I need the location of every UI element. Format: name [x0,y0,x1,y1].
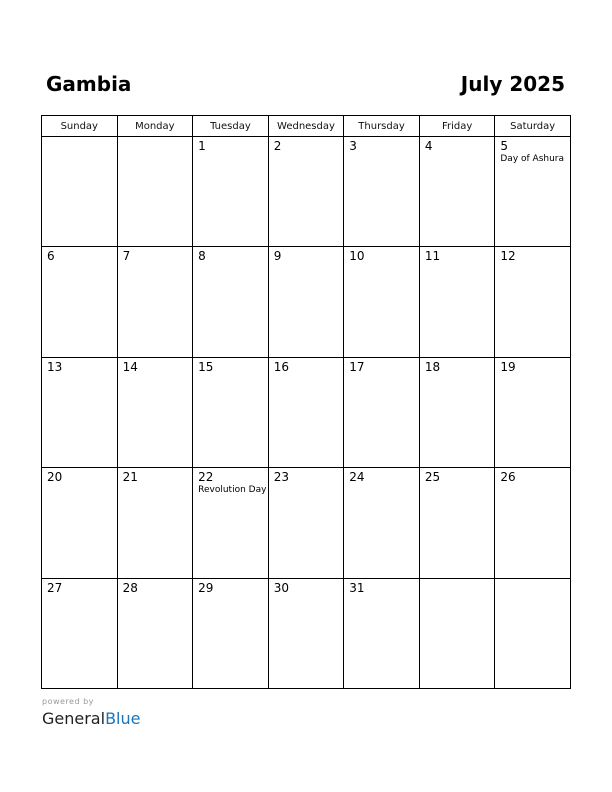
day-cell [344,578,420,688]
day-number: 9 [273,249,282,264]
month-year-title: July 2025 [460,72,565,96]
day-cell [117,468,193,578]
week-row [42,578,571,688]
day-cell [193,578,269,688]
day-number: 21 [122,470,138,485]
day-cell [193,247,269,357]
day-number: 6 [47,249,55,264]
day-number: 20 [47,470,63,485]
weekday-wednesday: Wednesday [268,116,344,137]
day-number: 18 [424,359,441,374]
day-number: 10 [349,249,365,264]
day-cell [117,357,193,467]
day-number: 14 [122,359,138,374]
brand-general: General [42,709,106,728]
day-number: 3 [349,139,357,153]
day-number: 25 [424,470,441,485]
day-cell [268,137,344,247]
weekday-tuesday: Tuesday [193,116,269,137]
day-number: 1 [198,139,206,153]
day-number: 19 [500,359,516,374]
holiday-label: Revolution Day [198,485,267,496]
day-number: 5 [500,139,509,153]
week-row [42,357,571,467]
day-number: 28 [122,580,138,595]
weekday-monday: Monday [117,116,193,137]
weekday-header-row [42,116,571,137]
calendar-grid [41,115,571,689]
day-number: 16 [273,359,289,374]
week-row [42,468,571,578]
day-number: 17 [349,359,365,374]
day-number: 23 [273,470,289,485]
day-cell [419,357,495,467]
day-number: 29 [198,580,214,595]
week-row [42,247,571,357]
holiday-label: Day of Ashura [500,154,565,164]
day-cell [42,137,118,247]
weekday-friday: Friday [419,116,495,137]
day-cell [268,468,344,578]
day-number [495,579,570,581]
day-cell [495,357,571,467]
day-number: 12 [500,249,516,264]
day-cell [117,137,193,247]
day-cell [42,357,118,467]
week-row [42,137,571,247]
day-number [118,137,193,139]
brand-logo [42,709,140,729]
weekday-sunday: Sunday [42,116,118,137]
day-number: 30 [273,580,289,595]
day-number: 24 [349,470,365,485]
brand-blue: Blue [105,709,141,728]
day-cell [344,137,420,247]
day-number [42,137,117,139]
day-cell [193,137,269,247]
day-cell [419,247,495,357]
day-cell [419,468,495,578]
day-cell [193,357,269,467]
country-title: Gambia [46,72,132,96]
day-number: 2 [273,139,282,153]
day-number: 8 [198,249,206,264]
day-cell [193,468,269,578]
day-cell [117,247,193,357]
day-cell [495,137,571,247]
powered-by-text: powered by [42,697,94,706]
day-cell [344,247,420,357]
day-cell [42,247,118,357]
day-cell [268,578,344,688]
day-cell [344,357,420,467]
footer-branding [42,697,140,729]
day-cell [419,137,495,247]
day-number: 22 [198,470,214,485]
day-number: 7 [122,249,131,264]
day-cell [419,578,495,688]
weekday-saturday: Saturday [495,116,571,137]
day-cell [42,468,118,578]
day-number: 4 [424,139,433,153]
day-number: 11 [424,249,441,264]
day-cell [268,247,344,357]
day-number [420,579,495,581]
day-number: 13 [47,359,63,374]
day-cell [495,578,571,688]
day-cell [117,578,193,688]
day-cell [268,357,344,467]
day-cell [42,578,118,688]
day-cell [495,468,571,578]
day-number: 26 [500,470,516,485]
day-number: 15 [198,359,214,374]
day-number: 31 [349,580,365,595]
day-number: 27 [47,580,63,595]
day-cell [344,468,420,578]
weekday-thursday: Thursday [344,116,420,137]
day-cell [495,247,571,357]
